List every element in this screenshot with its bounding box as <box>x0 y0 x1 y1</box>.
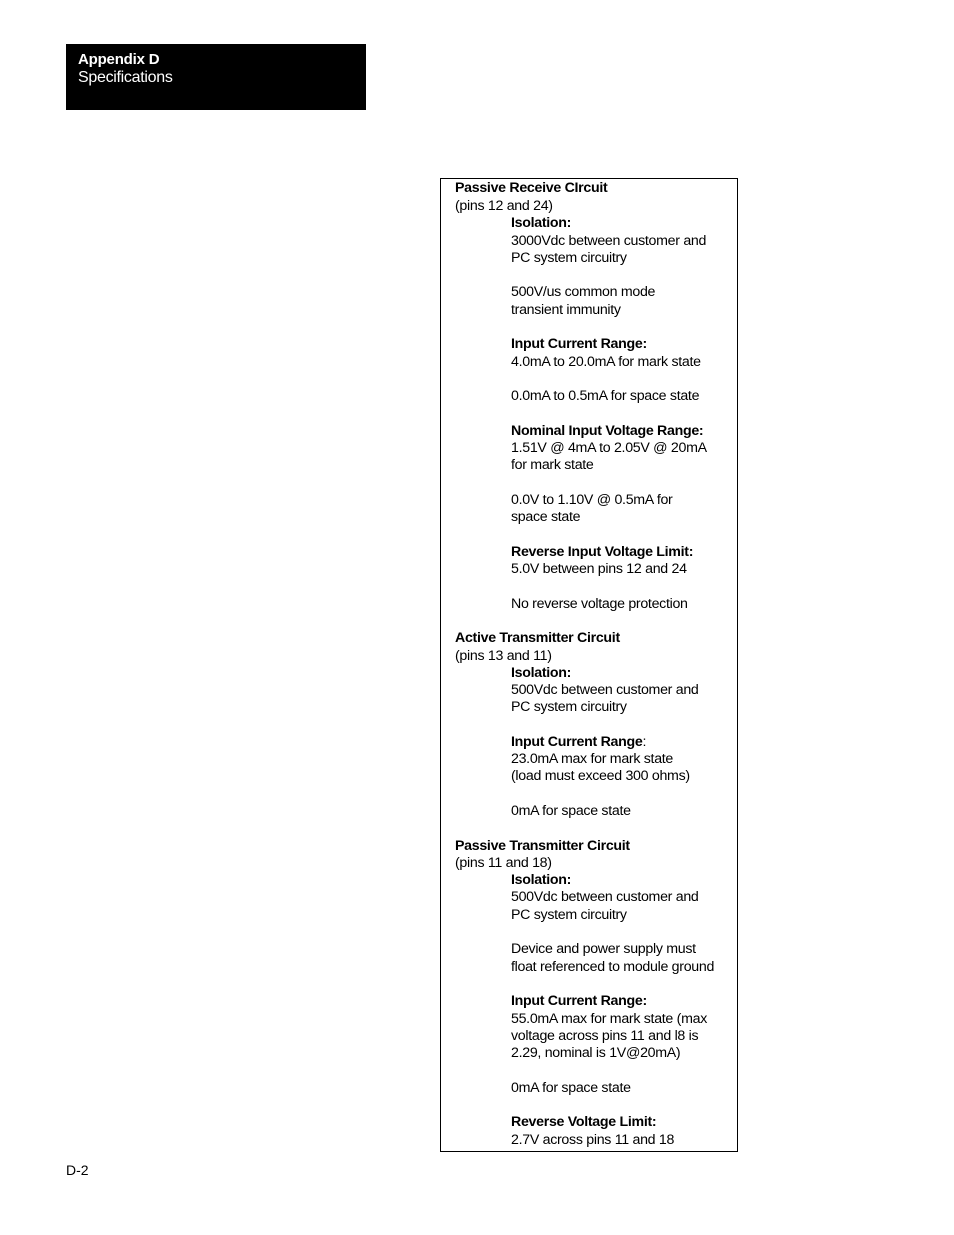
active-transmitter-isolation-label: Isolation: <box>511 665 572 681</box>
passive-receive-reverse-note: No reverse voltage protection <box>511 596 688 612</box>
passive-receive-transient-line1: 500V/us common mode <box>511 284 656 300</box>
passive-receive-isolation-label: Isolation: <box>511 215 572 231</box>
passive-transmitter-pins: (pins 11 and 18) <box>455 855 552 871</box>
active-transmitter-current-mark-line2: (load must exceed 300 ohms) <box>511 768 690 784</box>
active-transmitter-title: Active Transmitter Circuit <box>455 630 620 646</box>
passive-transmitter-current-space: 0mA for space state <box>511 1080 631 1096</box>
appendix-title: Appendix D <box>78 51 160 68</box>
appendix-subtitle: Specifications <box>78 69 173 86</box>
passive-transmitter-float-line1: Device and power supply must <box>511 941 696 957</box>
passive-receive-voltage-mark-line1: 1.51V @ 4mA to 2.05V @ 20mA <box>511 440 707 456</box>
passive-receive-voltage-mark-line2: for mark state <box>511 457 594 473</box>
page-number: D-2 <box>66 1162 89 1178</box>
passive-receive-pins: (pins 12 and 24) <box>455 198 553 214</box>
passive-receive-reverse-value: 5.0V between pins 12 and 24 <box>511 561 687 577</box>
passive-receive-title: Passive Receive CIrcuit <box>455 180 608 196</box>
passive-transmitter-current-mark-line3: 2.29, nominal is 1V@20mA) <box>511 1045 681 1061</box>
passive-transmitter-current-label: Input Current Range: <box>511 993 647 1009</box>
passive-receive-voltage-space-line2: space state <box>511 509 581 525</box>
passive-receive-current-space: 0.0mA to 0.5mA for space state <box>511 388 700 404</box>
passive-transmitter-title: Passive Transmitter Circuit <box>455 838 630 854</box>
passive-transmitter-reverse-value: 2.7V across pins 11 and 18 <box>511 1132 675 1148</box>
active-transmitter-current-label-line <box>511 734 646 751</box>
passive-transmitter-reverse-label: Reverse Voltage Limit: <box>511 1114 657 1130</box>
active-transmitter-current-colon: : <box>642 734 647 750</box>
passive-receive-current-label: Input Current Range: <box>511 336 647 352</box>
passive-receive-reverse-label: Reverse Input Voltage Limit: <box>511 544 694 560</box>
passive-receive-isolation-line1: 3000Vdc between customer and <box>511 233 707 249</box>
active-transmitter-current-label: Input Current Range <box>511 734 643 750</box>
passive-receive-voltage-label: Nominal Input Voltage Range: <box>511 423 704 439</box>
passive-receive-transient-line2: transient immunity <box>511 302 621 318</box>
active-transmitter-isolation-line2: PC system circuitry <box>511 699 627 715</box>
passive-transmitter-float-line2: float referenced to module ground <box>511 959 715 975</box>
passive-transmitter-isolation-line2: PC system circuitry <box>511 907 627 923</box>
passive-transmitter-current-mark-line1: 55.0mA max for mark state (max <box>511 1011 707 1027</box>
passive-receive-voltage-space-line1: 0.0V to 1.10V @ 0.5mA for <box>511 492 673 508</box>
active-transmitter-pins: (pins 13 and 11) <box>455 648 552 664</box>
passive-receive-current-mark: 4.0mA to 20.0mA for mark state <box>511 354 701 370</box>
appendix-header <box>66 44 366 110</box>
passive-transmitter-isolation-line1: 500Vdc between customer and <box>511 889 699 905</box>
active-transmitter-current-space: 0mA for space state <box>511 803 631 819</box>
active-transmitter-isolation-line1: 500Vdc between customer and <box>511 682 699 698</box>
passive-transmitter-current-mark-line2: voltage across pins 11 and l8 is <box>511 1028 699 1044</box>
active-transmitter-current-mark-line1: 23.0mA max for mark state <box>511 751 674 767</box>
passive-transmitter-isolation-label: Isolation: <box>511 872 572 888</box>
passive-receive-isolation-line2: PC system circuitry <box>511 250 627 266</box>
